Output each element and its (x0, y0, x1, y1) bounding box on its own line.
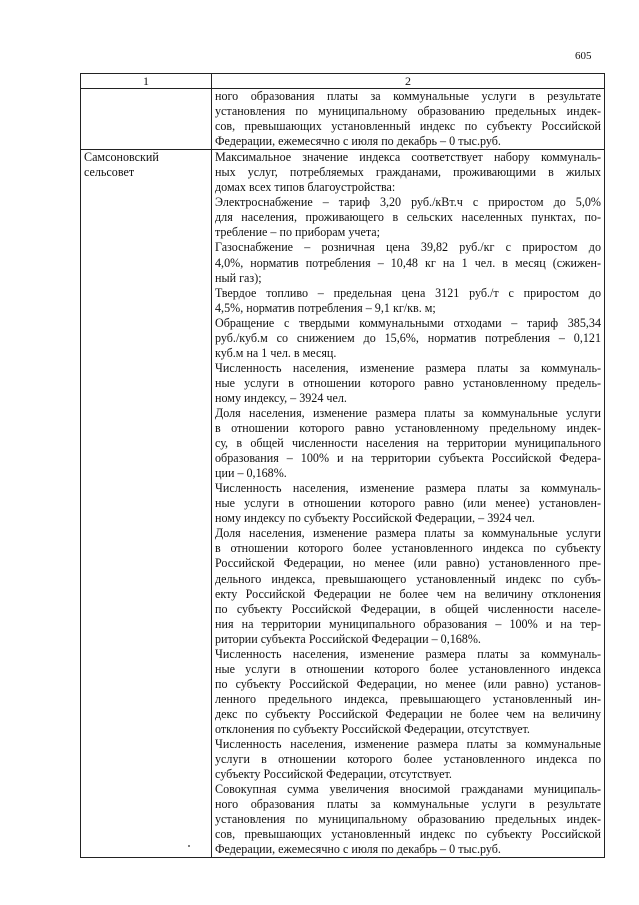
paragraph (215, 526, 601, 646)
paragraph (215, 782, 601, 857)
paragraph-line: образования – 100% и на территории субъекта Российской Федера- (215, 451, 601, 466)
row1-left-cell (81, 89, 212, 150)
table-row-samsonovsky (81, 150, 605, 858)
row1-text-line: Федерации, ежемесячно с июля по декабрь – 0 тыс.руб. (215, 134, 501, 149)
paragraph-line: Обращение с твердыми коммунальными отходами – тариф 385,34 (215, 315, 601, 330)
paragraph-line: по субъекту Российской Федерации, в общей численности населе- (215, 601, 601, 616)
paragraph (215, 316, 601, 361)
paragraph-line: Максимальное значение индекса соответствует набору коммуналь- (215, 150, 601, 165)
paragraph-line: отклонения по субъекту Российской Федерации, отсутствует. (215, 721, 530, 736)
paragraph-line: ные услуги в отношении которого равно (или менее) установлен- (215, 496, 601, 511)
paragraph-line: ритории субъекта Российской Федерации – 0,168%. (215, 631, 481, 646)
page-number: 605 (575, 50, 592, 62)
paragraph (215, 195, 601, 240)
paragraph-line: установления по муниципальному образованию предельных индек- (215, 812, 601, 827)
row1-text-line: ного образования платы за коммунальные услуги в результате (215, 89, 601, 103)
paragraph (215, 240, 601, 285)
paragraph-line: ные услуги в отношении которого равно установленному предель- (215, 375, 601, 390)
paragraph-line: Электроснабжение – тариф 3,20 руб./кВт.ч с приростом до 5,0% (215, 195, 601, 210)
paragraph-line: домах всех типов благоустройства: (215, 180, 396, 195)
paragraph-line: ному индексу, – 3924 чел. (215, 390, 347, 405)
paragraph-line: ных услуг, потребляемых гражданами, проживающими в жилых (215, 165, 601, 180)
paragraph-line: Доля населения, изменение размера платы за коммунальные услуги (215, 526, 601, 541)
paragraph-line: услуги в отношении которого более установленного индекса по (215, 752, 601, 767)
paragraph-line: ные услуги в отношении которого более установленного индекса (215, 661, 601, 676)
paragraph-line: 4,5%, норматив потребления – 9,1 кг/кв. м; (215, 300, 436, 315)
paragraph-line: ный газ); (215, 270, 262, 285)
paragraph-line: ному индексу по субъекту Российской Федерации, – 3924 чел. (215, 511, 535, 526)
paragraph-line: 4,0%, норматив потребления – 10,48 кг на 1 чел. в месяц (сжижен- (215, 255, 601, 270)
municipality-name-line1: Самсоновский (84, 150, 159, 165)
paragraph-line: по субъекту Российской Федерации, но менее (или равно) установ- (215, 676, 601, 691)
row1-text (215, 89, 601, 149)
row1-text-line: сов, превышающих установленный индекс по субъекту Российской (215, 119, 601, 134)
paragraph (215, 361, 601, 406)
paragraph-line: куб.м на 1 чел. в месяц. (215, 345, 337, 360)
paragraph-line: Численность населения, изменение размера платы за коммунальные (215, 737, 601, 752)
row2-text (215, 150, 601, 857)
paragraph-line: для населения, проживающего в сельских населенных пунктах, по- (215, 210, 601, 225)
document-table (80, 73, 605, 858)
paragraph-line: Доля населения, изменение размера платы за коммунальные услуги (215, 405, 601, 420)
paragraph-line: Численность населения, изменение размера платы за коммуналь- (215, 360, 601, 375)
paragraph-line: руб./куб.м со снижением до 15,6%, норматив потребления – 0,121 (215, 330, 601, 345)
row1-right-cell (212, 89, 605, 150)
paragraph (215, 737, 601, 782)
paragraph (215, 286, 601, 316)
paragraph-line: требление – по приборам учета; (215, 225, 380, 240)
paragraph-line: Федерации, ежемесячно с июля по декабрь – 0 тыс.руб. (215, 842, 501, 857)
paragraph-line: Российской Федерации, но менее (или равно) установленного пре- (215, 556, 601, 571)
table-header-row (81, 74, 605, 89)
paragraph-line: Твердое топливо – предельная цена 3121 руб./т с приростом до (215, 285, 601, 300)
paragraph-line: ленного предельного индекса, превышающего установленный ин- (215, 691, 601, 706)
paragraph-line: дельного индекса, превышающего установленный индекс по субъ- (215, 571, 601, 586)
paragraph-line: Газоснабжение – розничная цена 39,82 руб./кг с приростом до (215, 240, 601, 255)
paragraph-line: в отношении которого равно установленному предельному индек- (215, 421, 601, 436)
paragraph-line: в отношении которого более установленного индекса по субъекту (215, 541, 601, 556)
paragraph-line: сов, превышающих установленный индекс по субъекту Российской (215, 827, 601, 842)
row1-text-line: установления по муниципальному образованию предельных индек- (215, 104, 601, 119)
column-header-2: 2 (212, 74, 605, 89)
paragraph-line: ции – 0,168%. (215, 466, 287, 481)
column-header-1: 1 (81, 74, 212, 89)
paragraph (215, 150, 601, 195)
row2-left-cell (81, 150, 212, 858)
paragraph-line: Численность населения, изменение размера платы за коммуналь- (215, 646, 601, 661)
paragraph (215, 481, 601, 526)
scan-speck (188, 845, 190, 847)
municipality-name-line2: сельсовет (84, 165, 135, 180)
paragraph-line: декс по субъекту Российской Федерации не более чем на величину (215, 706, 601, 721)
paragraph-line: субъекту Российской Федерации, отсутствует. (215, 767, 452, 782)
paragraph-line: екту Российской Федерации не более чем на величину отклонения (215, 586, 601, 601)
paragraph-line: ния на территории муниципального образования – 100% и на тер- (215, 616, 601, 631)
paragraph-line: су, в общей численности населения на территории муниципального (215, 436, 601, 451)
paragraph (215, 647, 601, 737)
paragraph-line: Численность населения, изменение размера платы за коммуналь- (215, 481, 601, 496)
paragraph (215, 406, 601, 481)
paragraph-line: Совокупная сумма увеличения вносимой гражданами муниципаль- (215, 782, 601, 797)
table-row-continuation (81, 89, 605, 150)
row2-right-cell (212, 150, 605, 858)
paragraph-line: ного образования платы за коммунальные услуги в результате (215, 797, 601, 812)
